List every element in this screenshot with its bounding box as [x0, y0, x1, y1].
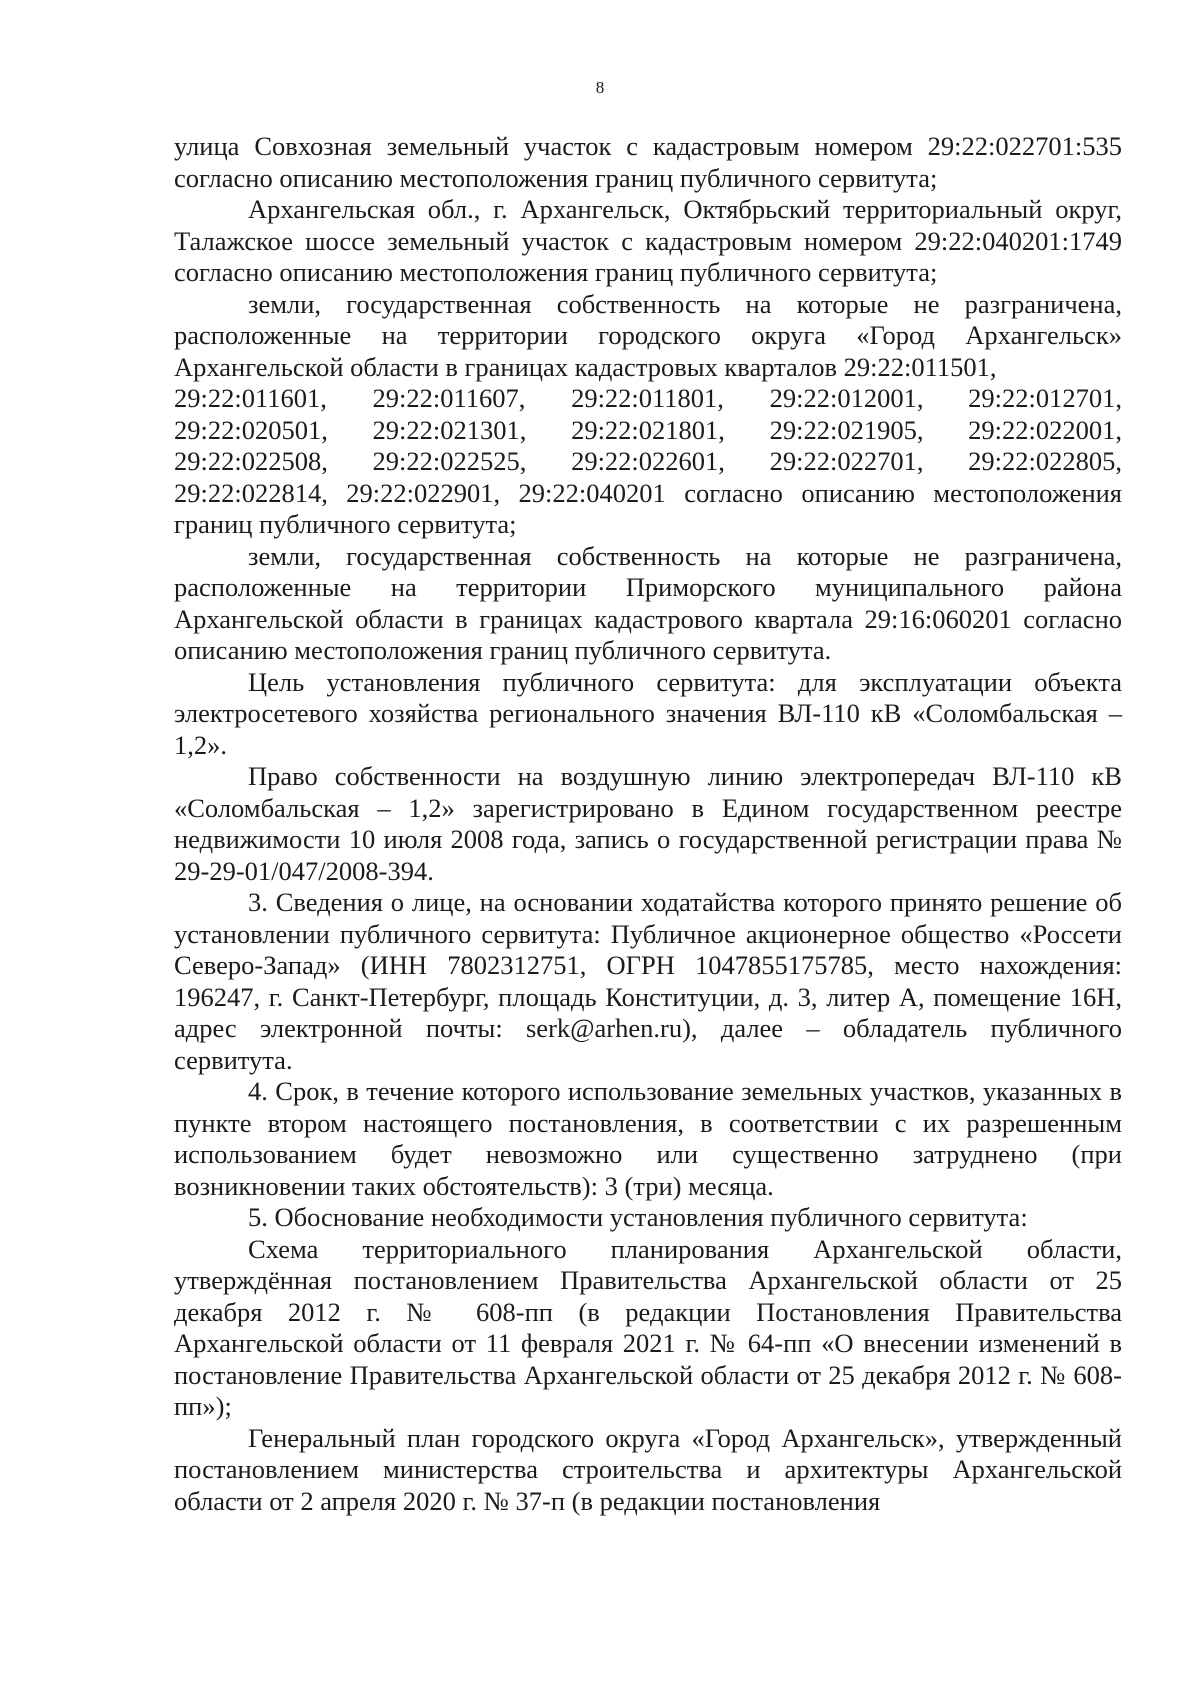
paragraph-primorsky-lands: земли, государственная собственность на которые не разграничена, расположенные на территории Приморского муниципального района Архангельской области в границах кадастрового квартала 29:16:060201 согласно описанию местоположения границ публичного сервитута. — [174, 540, 1122, 665]
cadastral-quarter: 29:22:012701, — [968, 383, 1122, 413]
paragraph-justification-heading: 5. Обоснование необходимости установления публичного сервитута: — [248, 1202, 1028, 1232]
paragraph-servitude-purpose: Цель установления публичного сервитута: для эксплуатации объекта электросетевого хозяйства регионального значения ВЛ-110 кВ «Соломбальская – 1,2». — [174, 666, 1122, 760]
cadastral-quarter: 29:22:011801, — [571, 383, 724, 413]
cadastral-quarters-grid — [174, 383, 1122, 478]
paragraph-territorial-planning-scheme: Схема территориального планирования Архангельской области, утверждённая постановлением Правительства Архангельской области от 25 декабря 2012 г. № 608-пп (в редакции Постановления Правительства Архангельской области от 11 февраля 2021 г. № 64-пп «О внесении изменений в постановление Правительства Архангельской области от 25 декабря 2012 г. № 608-пп»); — [174, 1233, 1122, 1421]
paragraph-sovkhoznaya-street: улица Совхозная земельный участок с кадастровым номером 29:22:022701:535 согласно описанию местоположения границ публичного сервитута; — [174, 131, 1122, 193]
cadastral-quarter: 29:22:022701, — [769, 446, 924, 476]
cadastral-quarter: 29:22:022525, — [372, 446, 527, 476]
paragraph-city-lands-intro: земли, государственная собственность на которые не разграничена, расположенные на территории городского округа «Город Архангельск» Архангельской области в границах кадастровых кварталов 29:22:011501, — [174, 288, 1122, 382]
paragraph-talazhskoe-highway: Архангельская обл., г. Архангельск, Октябрьский территориальный округ, Талажское шоссе земельный участок с кадастровым номером 29:22:040201:1749 согласно описанию местоположения границ публичного сервитута; — [174, 194, 1122, 287]
document-body — [174, 131, 1122, 1517]
cadastral-quarter: 29:22:020501, — [174, 414, 328, 445]
cadastral-quarter: 29:22:011601, — [174, 383, 327, 413]
cadastral-quarter: 29:22:022805, — [968, 446, 1122, 476]
cadastral-quarter: 29:22:021801, — [571, 414, 725, 445]
page-number: 8 — [595, 78, 605, 97]
cadastral-quarter: 29:22:022508, — [174, 446, 328, 476]
cadastral-quarter: 29:22:011607, — [372, 383, 526, 413]
paragraph-restriction-term: 4. Срок, в течение которого использование земельных участков, указанных в пункте втором настоящего постановления, в соответствии с их разрешенным использованием будет невозможно или существенно затруднено (при возникновении таких обстоятельств): 3 (три) месяца. — [174, 1076, 1122, 1201]
paragraph-ownership-right: Право собственности на воздушную линию электропередач ВЛ-110 кВ «Соломбальская – 1,2» зарегистрировано в Едином государственном реестре недвижимости 10 июля 2008 года, запись о государственной регистрации права № 29-29-01/047/2008-394. — [174, 761, 1122, 886]
cadastral-quarter: 29:22:022601, — [571, 446, 725, 476]
cadastral-quarter: 29:22:012001, — [769, 383, 924, 413]
cadastral-quarter: 29:22:022001, — [968, 414, 1122, 445]
cadastral-quarter: 29:22:021301, — [372, 414, 527, 445]
paragraph-general-plan: Генеральный план городского округа «Город Архангельск», утвержденный постановлением министерства строительства и архитектуры Архангельской области от 2 апреля 2020 г. № 37-п (в редакции постановления — [174, 1422, 1122, 1516]
cadastral-quarter: 29:22:021905, — [769, 414, 924, 445]
paragraph-petitioner-info: 3. Сведения о лице, на основании ходатайства которого принято решение об установлении публичного сервитута: Публичное акционерное общество «Россети Северо-Запад» (ИНН 7802312751, ОГРН 1047855175785, место нахождения: 196247, г. Санкт-Петербург, площадь Конституции, д. 3, литер А, помещение 16Н, адрес электронной почты: serk@arhen.ru), далее – обладатель публичного сервитута. — [174, 887, 1122, 1075]
paragraph-city-lands-tail: 29:22:022814, 29:22:022901, 29:22:040201 согласно описанию местоположения границ публичного сервитута; — [174, 477, 1122, 539]
